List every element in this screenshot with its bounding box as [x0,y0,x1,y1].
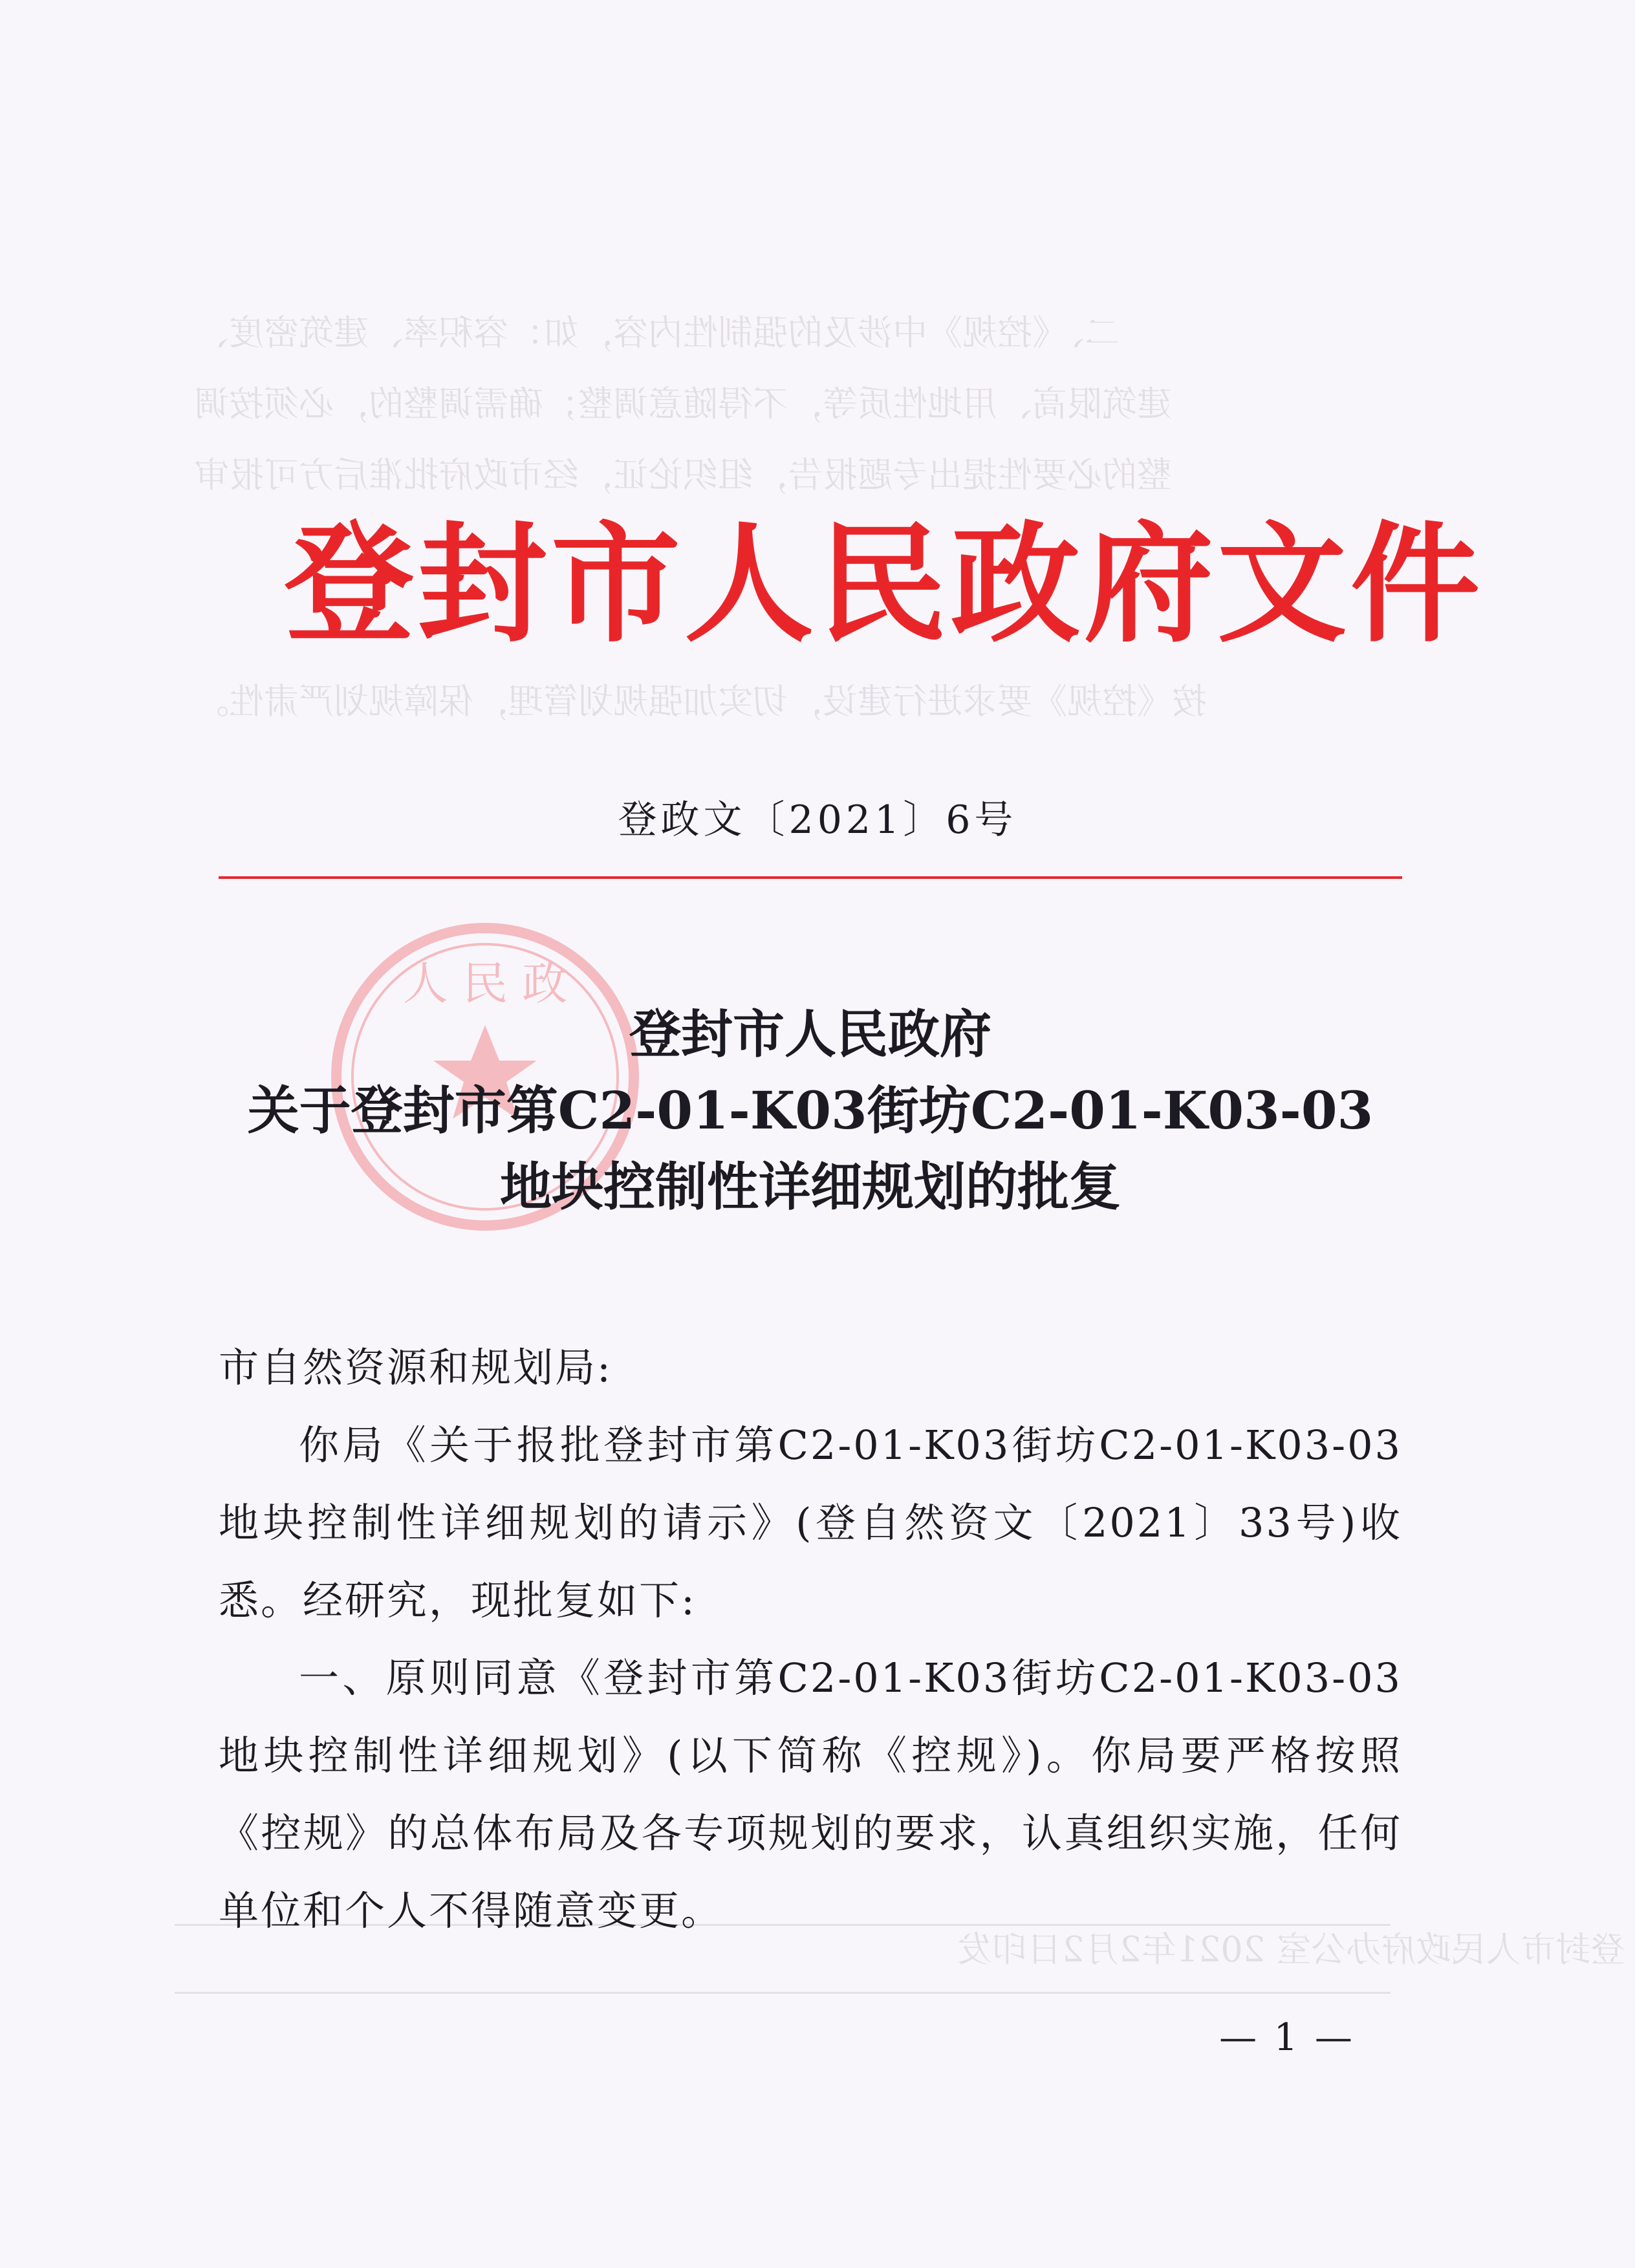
red-divider-line [219,876,1402,879]
document-body [219,1329,1402,1950]
body-paragraph-2: 一、原则同意《登封市第C2-01-K03街坊C2-01-K03-03地块控制性详细规划》(以下简称《控规》)。你局要严格按照《控规》的总体布局及各专项规划的要求，认真组织实施，任何单位和个人不得随意变更。 [219,1654,1402,1934]
salutation: 市自然资源和规划局: [219,1344,612,1391]
heading-line-1: 登封市人民政府 [629,1004,991,1064]
red-header-title: 登封市人民政府文件 [285,510,1484,660]
show-through-text: 登封市人民政府办公室 2021年2月2日印发 [957,1929,1626,1970]
show-through-text: 整的必要性提出专题报告，组织论证，经市政府批准后方可报审 [194,455,1172,495]
document-number: 登政文〔2021〕6号 [618,797,1017,843]
show-through-text: 按《控规》要求进行建设，切实加强规划管理，保障规划严肃性。 [194,681,1207,722]
svg-text:人 民 政: 人 民 政 [402,957,568,1010]
show-through-rule [175,1992,1391,1994]
heading-line-2: 关于登封市第C2-01-K03街坊C2-01-K03-03 [247,1080,1374,1141]
page-number: — 1 — [1219,2015,1355,2059]
heading-line-3: 地块控制性详细规划的批复 [500,1156,1121,1217]
show-through-text: 建筑限高、用地性质等，不得随意调整；确需调整的，必须按调 [194,383,1172,424]
show-through-text: 二、《控规》中涉及的强制性内容，如：容积率、建筑密度、 [194,312,1120,353]
body-paragraph-1: 你局《关于报批登封市第C2-01-K03街坊C2-01-K03-03地块控制性详细规划的请示》(登自然资文〔2021〕33号)收悉。经研究，现批复如下: [219,1421,1402,1624]
document-heading [219,996,1402,1225]
